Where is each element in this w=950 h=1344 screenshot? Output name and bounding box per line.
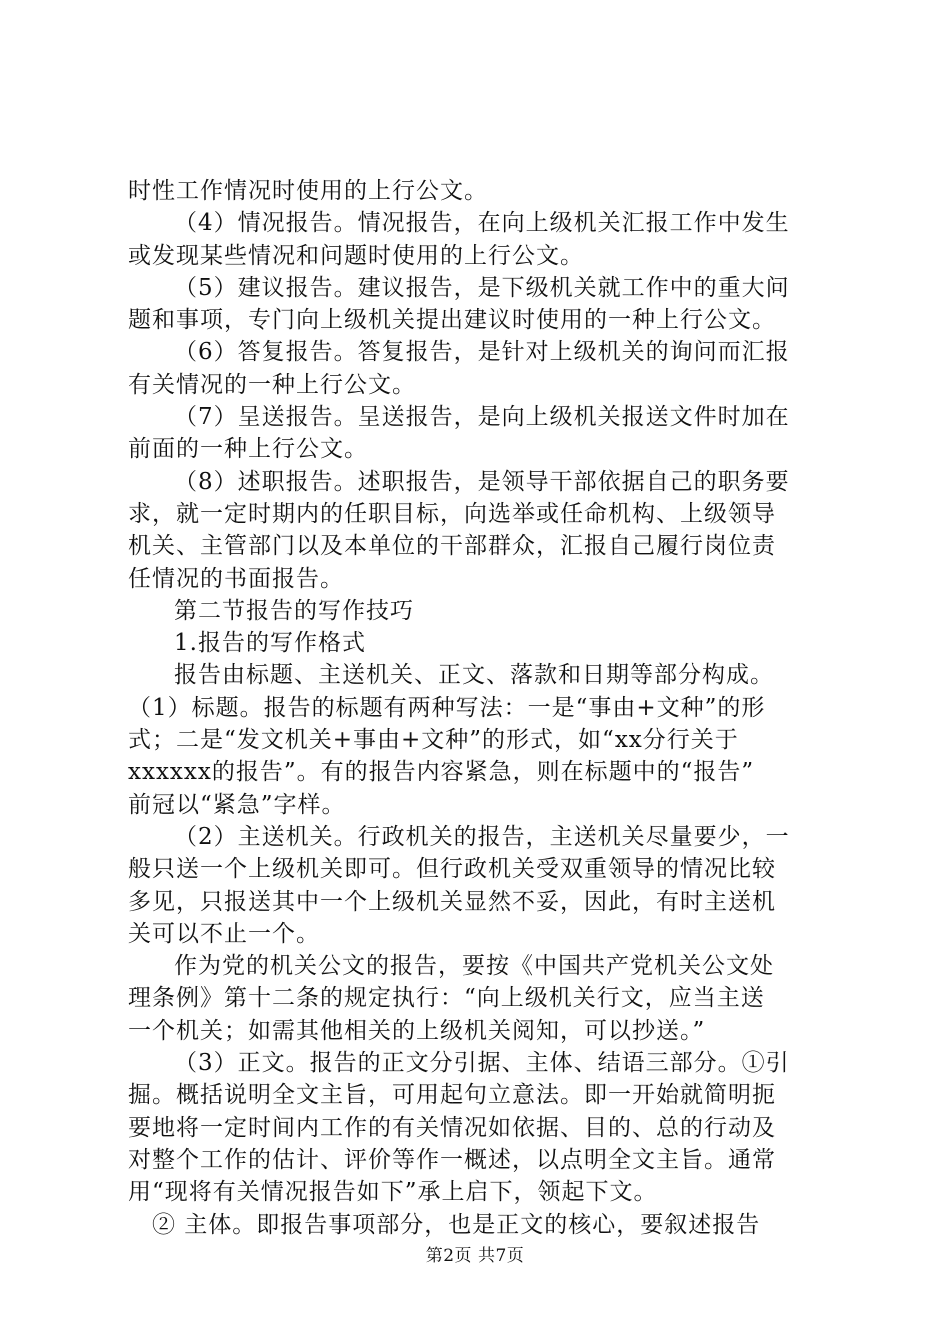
text-line: 掘。概括说明全文主旨，可用起句立意法。即一开始就简明扼 — [128, 1082, 776, 1109]
text-line: 作为党的机关公文的报告，要按《中国共产党机关公文处 — [174, 953, 774, 980]
page-number: 第2页 共7页 — [425, 1246, 525, 1266]
text-line: 用“现将有关情况报告如下”承上启下，领起下文。 — [128, 1179, 658, 1206]
text-line: （4）情况报告。情况报告，在向上级机关汇报工作中发生 — [174, 210, 790, 237]
text-line: 时性工作情况时使用的上行公文。 — [128, 178, 488, 204]
text-line: （2）主送机关。行政机关的报告，主送机关尽量要少，一 — [174, 823, 790, 850]
text-line: （1）标题。报告的标题有两种写法：一是“事由+文种”的形 — [128, 694, 766, 721]
text-line: 题和事项，专门向上级机关提出建议时使用的一种上行公文。 — [128, 307, 776, 334]
text-line: 对整个工作的估计、评价等作一概述，以点明全文主旨。通常 — [128, 1146, 776, 1173]
text-line: （3）正文。报告的正文分引据、主体、结语三部分。①引 — [174, 1050, 790, 1077]
text-line: 求，就一定时期内的任职目标，向选举或任命机构、上级领导 — [128, 500, 776, 527]
text-line: xxxxxx的报告”。有的报告内容紧急，则在标题中的“报告” — [128, 759, 755, 786]
text-line: 理条例》第十二条的规定执行：“向上级机关行文，应当主送 — [128, 985, 765, 1012]
text-line: 关可以不止一个。 — [128, 920, 320, 947]
body-text — [128, 175, 833, 1241]
text-line: ② 主体。即报告事项部分，也是正文的核心，要叙述报告 — [152, 1211, 761, 1238]
text-line: （6）答复报告。答复报告，是针对上级机关的询问而汇报 — [174, 339, 790, 366]
text-line: 报告由标题、主送机关、正文、落款和日期等部分构成。 — [174, 662, 774, 689]
text-line: 任情况的书面报告。 — [128, 565, 344, 592]
text-line: （5）建议报告。建议报告，是下级机关就工作中的重大问 — [174, 274, 790, 301]
text-line: 或发现某些情况和问题时使用的上行公文。 — [128, 242, 584, 269]
text-line: 机关、主管部门以及本单位的干部群众，汇报自己履行岗位责 — [128, 533, 776, 560]
text-line: 一个机关；如需其他相关的上级机关阅知，可以抄送。” — [128, 1017, 706, 1044]
text-line: 前面的一种上行公文。 — [128, 436, 368, 463]
subsection-heading: 1.报告的写作格式 — [174, 630, 366, 657]
text-line: （7）呈送报告。呈送报告，是向上级机关报送文件时加在 — [174, 404, 790, 431]
text-line: 多见，只报送其中一个上级机关显然不妥，因此，有时主送机 — [128, 888, 776, 915]
text-line: 要地将一定时间内工作的有关情况如依据、目的、总的行动及 — [128, 1114, 776, 1141]
text-line: 式；二是“发文机关+事由+文种”的形式，如“xx分行关于 — [128, 727, 739, 754]
text-line: 般只送一个上级机关即可。但行政机关受双重领导的情况比较 — [128, 856, 776, 883]
text-line: 有关情况的一种上行公文。 — [128, 371, 416, 398]
section-heading: 第二节报告的写作技巧 — [174, 597, 414, 624]
text-line: 前冠以“紧急”字样。 — [128, 791, 346, 818]
page-footer — [0, 1245, 950, 1267]
text-line: （8）述职报告。述职报告，是领导干部依据自己的职务要 — [174, 468, 790, 495]
